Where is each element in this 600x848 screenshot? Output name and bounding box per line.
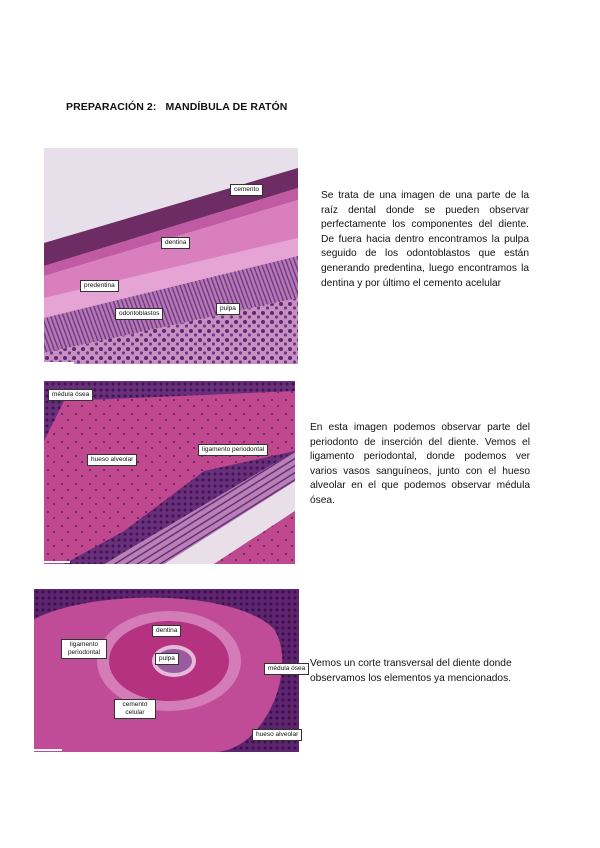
label-medula-osea: médula ósea <box>48 389 93 401</box>
label-predentina: predentina <box>80 280 119 292</box>
page-title: PREPARACIÓN 2: MANDÍBULA DE RATÓN <box>66 101 288 113</box>
micrograph-tooth-root <box>44 148 298 364</box>
label-cemento: cemento <box>230 184 263 196</box>
micrograph-periodontium <box>44 381 295 564</box>
micrograph-3-image <box>34 589 299 752</box>
label-cemento-celular: cemento celular <box>114 699 156 719</box>
label-pulpa: pulpa <box>155 653 179 665</box>
description-2: En esta imagen podemos observar parte del periodonto de inserción del diente. Vemos el ligamento periodontal, donde podemos ver varios vasos sanguíneos, junto con el hueso alveolar en el que podemos observar médula ósea. <box>310 422 530 506</box>
label-hueso-alveolar: hueso alveolar <box>252 729 302 741</box>
micrograph-2-image <box>44 381 295 564</box>
label-dentina: dentina <box>152 625 181 637</box>
description-1: Se trata de una imagen de una parte de la raíz dental donde se pueden observar perfectamente los componentes del diente. De fuera hacia dentro encontramos la pulpa seguido de los odontoblastos que están generando predentina, luego encontramos la dentina y por último el cemento acelular <box>321 190 529 289</box>
label-ligamento-periodontal: ligamento periodontal <box>198 444 268 456</box>
micrograph-transverse-section <box>34 589 306 752</box>
label-medula-osea: médula ósea <box>264 663 309 675</box>
label-pulpa: pulpa <box>216 303 240 315</box>
micrograph-1-image <box>44 148 298 364</box>
label-ligamento-periodontal: ligamento periodontal <box>61 639 107 659</box>
label-dentina: dentina <box>161 237 190 249</box>
description-3: Vemos un corte transversal del diente donde observamos los elementos ya mencionados. <box>310 658 512 684</box>
label-odontoblastos: odontoblastos <box>115 308 163 320</box>
label-hueso-alveolar: hueso alveolar <box>87 454 137 466</box>
